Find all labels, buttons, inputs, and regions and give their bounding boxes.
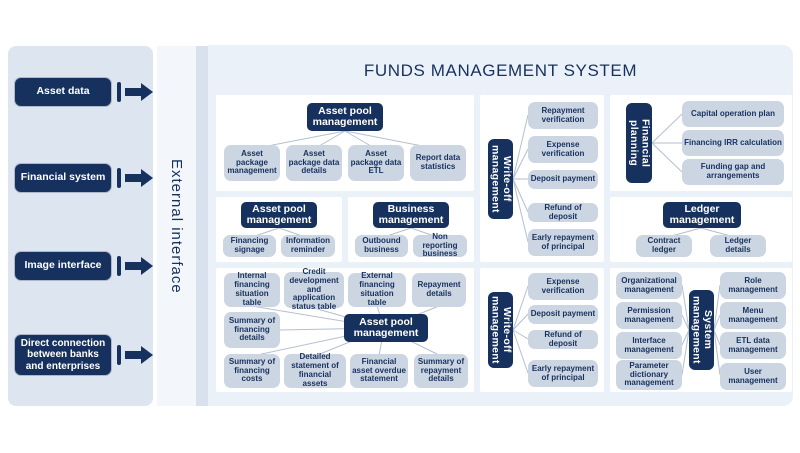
module-box: Organizational management	[616, 272, 682, 299]
module-box: ETL data management	[720, 332, 786, 359]
module-box: Early repayment of principal	[528, 229, 598, 256]
module-box: Repayment details	[412, 273, 466, 307]
group-header: Asset pool management	[307, 103, 383, 131]
module-box: Expense verification	[528, 273, 598, 300]
right-arrow-icon	[116, 343, 154, 367]
source-image-interface: Image interface	[14, 251, 112, 281]
module-box: User management	[720, 363, 786, 390]
panel-asset-pool-management-small	[216, 197, 342, 262]
module-box: Capital operation plan	[682, 101, 784, 127]
module-box: Non reporting business	[413, 235, 467, 257]
source-direct-connection: Direct connection between banks and enterprises	[14, 334, 112, 376]
module-box: Summary of financing costs	[224, 354, 280, 388]
page-title: FUNDS MANAGEMENT SYSTEM	[363, 61, 638, 80]
panel-asset-pool-management-bottom	[216, 268, 474, 392]
group-header-vertical: Write-off management	[488, 292, 513, 368]
module-box: Detailed statement of financial assets	[284, 354, 346, 388]
module-box: Interface management	[616, 332, 682, 359]
module-box: Early repayment of principal	[528, 360, 598, 387]
module-box: Financing signage	[223, 235, 276, 257]
external-sources-sidebar	[8, 46, 153, 406]
module-box: Report data statistics	[410, 145, 466, 181]
module-box: Permission management	[616, 302, 682, 329]
source-asset-data: Asset data	[14, 77, 112, 107]
module-box: Information reminder	[281, 235, 335, 257]
module-box: Ledger details	[710, 235, 766, 257]
external-interface-label: External interface	[168, 158, 185, 294]
module-box: Contract ledger	[636, 235, 692, 257]
module-box: Summary of repayment details	[414, 354, 468, 388]
group-header-vertical: Financial planning	[626, 103, 652, 183]
right-arrow-icon	[116, 80, 154, 104]
right-arrow-icon	[116, 166, 154, 190]
module-box: Parameter dictionary management	[616, 360, 682, 390]
group-header: Asset pool management	[241, 202, 317, 228]
module-box: Repayment verification	[528, 102, 598, 129]
module-box: Credit development and application status table	[284, 272, 344, 308]
module-box: Internal financing situation table	[224, 273, 280, 307]
module-box: Asset package management	[224, 145, 280, 181]
module-box: Expense verification	[528, 136, 598, 163]
panel-financial-planning	[610, 95, 792, 191]
module-box: Refund of deposit	[528, 203, 598, 222]
group-header: Ledger management	[663, 202, 741, 228]
panel-write-off-management-2	[480, 268, 604, 392]
module-box: Deposit payment	[528, 170, 598, 189]
funds-management-system-container	[208, 45, 793, 406]
module-box: Asset package data ETL	[348, 145, 404, 181]
module-box: Refund of deposit	[528, 330, 598, 349]
module-box: Deposit payment	[528, 305, 598, 324]
accent-band	[196, 46, 208, 406]
panel-asset-pool-management-top	[216, 95, 474, 191]
group-header-vertical: Write-off management	[488, 139, 513, 219]
source-financial-system: Financial system	[14, 163, 112, 193]
module-box: Summary of financing details	[224, 312, 280, 348]
external-interface-strip	[157, 46, 196, 406]
module-box: External financing situation table	[348, 273, 406, 307]
right-arrow-icon	[116, 254, 154, 278]
module-box: Financial asset overdue statement	[350, 354, 408, 388]
module-box: Funding gap and arrangements	[682, 159, 784, 185]
panel-system-management	[610, 268, 792, 392]
module-box: Menu management	[720, 302, 786, 329]
module-box: Asset package data details	[286, 145, 342, 181]
panel-ledger-management	[610, 197, 792, 262]
panel-business-management	[348, 197, 474, 262]
module-box: Role management	[720, 272, 786, 299]
group-header: Business management	[373, 202, 449, 228]
panel-write-off-management-1	[480, 95, 604, 262]
module-box: Financing IRR calculation	[682, 130, 784, 156]
group-header: Asset pool management	[344, 314, 428, 342]
group-header-vertical: System management	[689, 290, 714, 370]
module-box: Outbound business	[355, 235, 408, 257]
